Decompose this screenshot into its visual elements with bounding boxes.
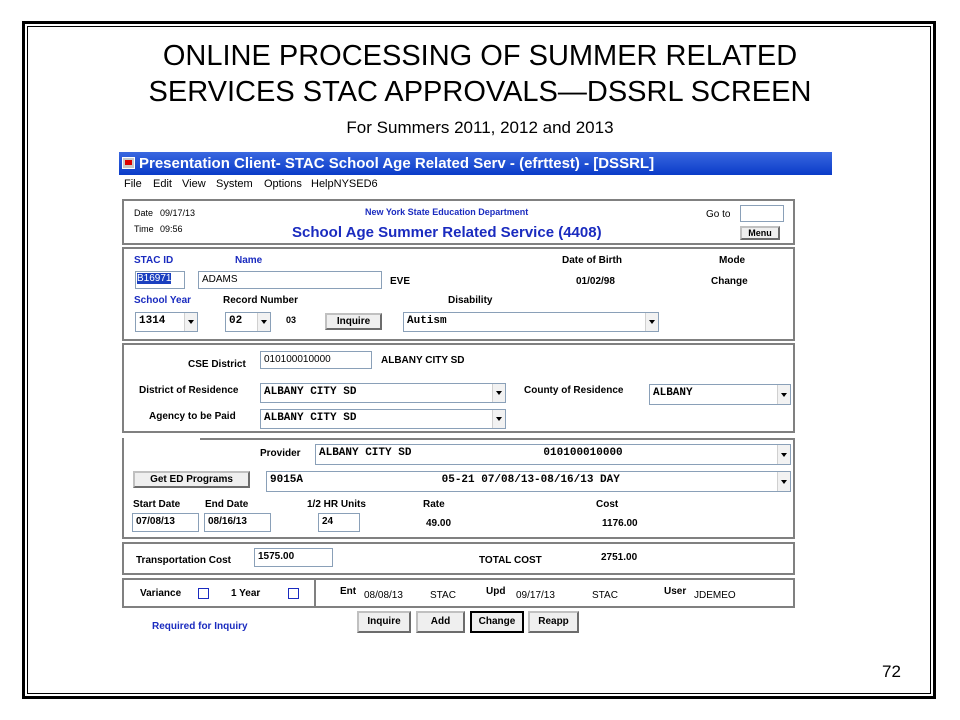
dob-label: Date of Birth [562, 255, 622, 266]
end-date-label: End Date [205, 499, 249, 510]
start-date-label: Start Date [133, 499, 181, 510]
mode-value: Change [711, 276, 748, 287]
education-panel [122, 438, 795, 539]
slide-title-line2: SERVICES STAC APPROVALS—DSSRL SCREEN [148, 76, 812, 108]
agency-paid-label: Agency to be Paid [149, 411, 236, 422]
name-label: Name [235, 255, 263, 266]
audit-divider [314, 578, 316, 608]
app-icon[interactable] [122, 157, 135, 169]
header-panel [122, 199, 795, 245]
school-year-select[interactable] [135, 312, 198, 332]
county-residence-select[interactable] [649, 384, 791, 405]
total-cost-value: 2751.00 [601, 552, 638, 563]
ent-date: 08/08/13 [364, 590, 403, 601]
stac-id-label: STAC ID [134, 255, 174, 266]
menu-options[interactable]: Options [264, 178, 302, 190]
disability-value: Autism [407, 315, 447, 327]
transport-cost-label: Transportation Cost [136, 555, 232, 566]
district-residence-value: ALBANY CITY SD [264, 386, 357, 398]
slide-title [40, 38, 920, 110]
disability-label: Disability [448, 295, 493, 306]
inquire-record-button[interactable]: Inquire [325, 313, 382, 330]
stac-id-value: B16971 [137, 273, 172, 284]
county-residence-value: ALBANY [653, 387, 693, 399]
one-year-checkbox[interactable] [288, 588, 299, 599]
change-button[interactable]: Change [470, 611, 524, 633]
start-date-input[interactable]: 07/08/13 [132, 513, 199, 532]
rate-value: 49.00 [426, 518, 452, 529]
chevron-down-icon[interactable] [777, 385, 790, 404]
chevron-down-icon[interactable] [257, 313, 270, 331]
window-title: Presentation Client- STAC School Age Related Serv - (efrttest) - [DSSRL] [139, 155, 655, 172]
date-value: 09/17/13 [160, 208, 196, 218]
cost-value: 1176.00 [602, 518, 638, 529]
audit-panel [122, 578, 795, 608]
provider-select[interactable] [315, 444, 791, 465]
menu-help[interactable]: HelpNYSED6 [311, 178, 378, 190]
screen-title: School Age Summer Related Service (4408) [292, 224, 602, 241]
school-year-label: School Year [134, 295, 192, 306]
app-window [119, 152, 832, 657]
student-panel [122, 247, 795, 341]
reapp-button[interactable]: Reapp [528, 611, 579, 633]
page-number: 72 [882, 662, 901, 681]
dob-value: 01/02/98 [576, 276, 615, 287]
rate-label: Rate [423, 499, 445, 510]
agency-paid-value: ALBANY CITY SD [264, 412, 357, 424]
upd-date: 09/17/13 [516, 590, 555, 601]
slide-subtitle: For Summers 2011, 2012 and 2013 [346, 118, 614, 137]
record-number-select[interactable] [225, 312, 271, 332]
provider-label: Provider [260, 448, 301, 459]
department-name: New York State Education Department [365, 207, 529, 217]
district-panel [122, 343, 795, 433]
education-panel-top-border [200, 438, 793, 440]
record-number-label: Record Number [223, 295, 299, 306]
district-residence-label: District of Residence [139, 385, 239, 396]
units-input[interactable]: 24 [318, 513, 360, 532]
chevron-down-icon[interactable] [777, 472, 790, 491]
county-residence-label: County of Residence [524, 385, 624, 396]
transport-cost-input[interactable]: 1575.00 [254, 548, 333, 567]
chevron-down-icon[interactable] [492, 410, 505, 428]
school-year-value: 1314 [139, 315, 166, 327]
time-label: Time [134, 224, 154, 234]
program-select[interactable] [266, 471, 791, 492]
one-year-label: 1 Year [231, 588, 261, 599]
record-number-text: 03 [286, 315, 297, 325]
add-button[interactable]: Add [416, 611, 465, 633]
menu-bar [119, 176, 832, 194]
chevron-down-icon[interactable] [777, 445, 790, 464]
upd-user: STAC [592, 590, 618, 601]
menu-view[interactable]: View [182, 178, 206, 190]
slide-title-line1: ONLINE PROCESSING OF SUMMER RELATED [162, 40, 798, 72]
total-cost-label: TOTAL COST [479, 555, 542, 566]
goto-label: Go to [706, 209, 731, 220]
time-value: 09:56 [160, 224, 183, 234]
upd-label: Upd [486, 586, 506, 597]
chevron-down-icon[interactable] [184, 313, 197, 331]
end-date-input[interactable]: 08/16/13 [204, 513, 271, 532]
variance-label: Variance [140, 588, 182, 599]
first-name-value: EVE [390, 276, 411, 287]
last-name-input[interactable]: ADAMS [198, 271, 382, 289]
variance-checkbox[interactable] [198, 588, 209, 599]
district-residence-select[interactable] [260, 383, 506, 403]
menu-edit[interactable]: Edit [153, 178, 172, 190]
menu-button[interactable]: Menu [740, 226, 780, 240]
window-titlebar[interactable] [119, 152, 832, 175]
get-ed-programs-button[interactable]: Get ED Programs [133, 471, 250, 488]
units-label: 1/2 HR Units [307, 499, 366, 510]
required-for-inquiry-note: Required for Inquiry [152, 621, 248, 632]
inquire-button[interactable]: Inquire [357, 611, 411, 633]
disability-select[interactable] [403, 312, 659, 332]
stac-id-input[interactable] [135, 271, 185, 289]
mode-label: Mode [719, 255, 746, 266]
record-number-value: 02 [229, 315, 243, 327]
ent-label: Ent [340, 586, 357, 597]
user-label: User [664, 586, 687, 597]
agency-paid-select[interactable] [260, 409, 506, 429]
cse-district-name: ALBANY CITY SD [381, 355, 465, 366]
program-value: 9015A 05-21 07/08/13-08/16/13 DAY [270, 474, 620, 486]
menu-system[interactable]: System [216, 178, 253, 190]
cse-district-label: CSE District [188, 359, 246, 370]
transport-panel [122, 542, 795, 575]
user-value: JDEMEO [694, 590, 736, 601]
chevron-down-icon[interactable] [492, 384, 505, 402]
provider-value: ALBANY CITY SD 010100010000 [319, 447, 623, 459]
date-label: Date [134, 208, 154, 218]
menu-file[interactable]: File [124, 178, 142, 190]
cost-label: Cost [596, 499, 619, 510]
goto-input[interactable] [740, 205, 784, 222]
cse-district-input[interactable]: 010100010000 [260, 351, 372, 369]
chevron-down-icon[interactable] [645, 313, 658, 331]
ent-user: STAC [430, 590, 456, 601]
